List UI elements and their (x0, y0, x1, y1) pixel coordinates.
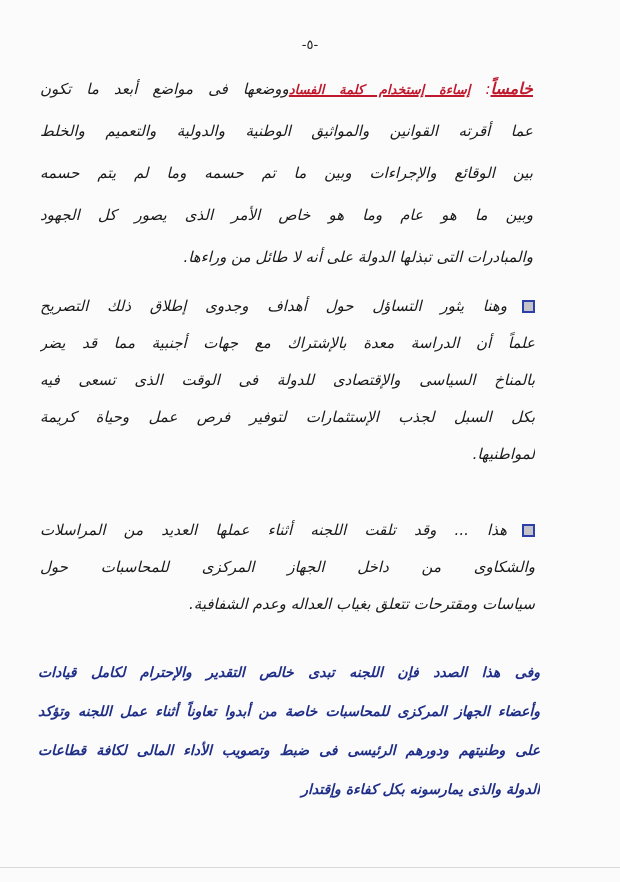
closing-line: وفى هذا الصدد فإن اللجنه تبدى خالص التقدير والإحترام لكامل قيادات (38, 665, 540, 681)
corruption-term: إساءة إستخدام كلمة الفساد (288, 83, 471, 98)
bullet-paragraph-two (40, 514, 535, 625)
section-five-line-1-rest: ووضعها فى مواضع أبعد ما تكون (40, 80, 289, 98)
bullet-two-line: والشكاوى من داخل الجهاز المركزى للمحاسبات حول (40, 558, 535, 576)
bullet-one-line: وهنا يثور التساؤل حول أهداف وجدوى إطلاق ذلك التصريح (40, 297, 507, 315)
section-five-line: بين الوقائع والإجراءات وبين ما تم حسمه وما لم يتم حسمه (40, 164, 533, 182)
closing-line: الدولة والذى يمارسونه بكل كفاءة وإقتدار (301, 782, 540, 798)
closing-line: وأعضاء الجهاز المركزى للمحاسبات خاصة من أبدوا تعاوناً أثناء عمل اللجنه وتؤكد (38, 704, 540, 720)
section-five-line: وبين ما هو عام وما هو خاص الأمر الذى يصور كل الجهود (40, 206, 533, 224)
bullet-one-line: بكل السبل لجذب الإستثمارات لتوفير فرص عمل وحياة كريمة (40, 408, 535, 426)
bullet-one-line: علماً أن الدراسة معدة بالإشتراك مع جهات أجنبية مما قد يضر (40, 334, 535, 352)
closing-line: على وطنيتهم ودورهم الرئيسى فى ضبط وتصويب الأداء المالى لكافة قطاعات (38, 743, 540, 759)
bullet-one-line: بالمناخ السياسى والإقتصادى للدولة فى الوقت الذى تسعى فيه (40, 371, 535, 389)
section-five-paragraph (40, 72, 533, 282)
page-bottom-edge (0, 867, 620, 868)
bullet-paragraph-one (40, 290, 535, 475)
section-five-first-line (40, 72, 533, 114)
bullet-two-line: هذا ... وقد تلقت اللجنه أثناء عملها العديد من المراسلات (40, 521, 507, 539)
section-five-line: والمبادرات التى تبذلها الدولة على أنه لا طائل من وراءها. (183, 248, 533, 266)
bullet-one-line: لمواطنيها. (472, 445, 535, 463)
page-number: -٥- (301, 38, 319, 53)
section-five-line: عما أقرته القوانين والمواثيق الوطنية والدولية والتعميم والخلط (40, 122, 533, 140)
bullet-two-line: سياسات ومقترحات تتعلق بغياب العداله وعدم الشفافية. (189, 595, 535, 613)
closing-paragraph (38, 656, 540, 812)
section-heading-colon: : (485, 80, 491, 98)
section-five-heading: خامساً (490, 79, 533, 98)
square-bullet-icon (522, 524, 535, 537)
square-bullet-icon (522, 300, 535, 313)
